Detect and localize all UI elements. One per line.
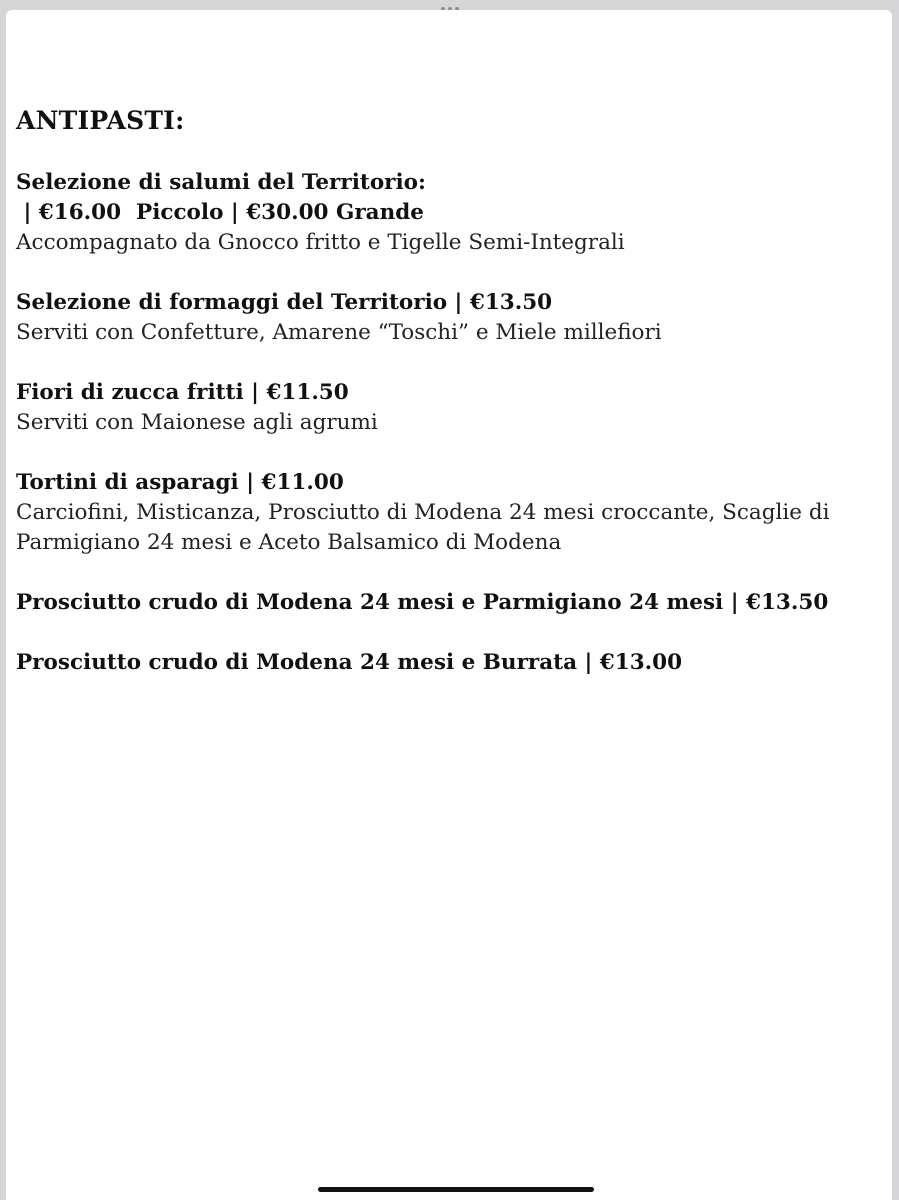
item-name: Fiori di zucca fritti | €11.50 bbox=[16, 380, 349, 405]
menu-item-fiori-di-zucca bbox=[16, 378, 888, 438]
menu-item-prosciutto-parmigiano bbox=[16, 588, 888, 618]
menu-content bbox=[16, 106, 888, 708]
item-prices: | €16.00 Piccolo | €30.00 Grande bbox=[16, 200, 424, 225]
item-name: Selezione di salumi del Territorio: bbox=[16, 170, 426, 195]
item-name: Prosciutto crudo di Modena 24 mesi e Parmigiano 24 mesi | €13.50 bbox=[16, 590, 829, 615]
item-description: Accompagnato da Gnocco fritto e Tigelle Semi-Integrali bbox=[16, 230, 625, 255]
item-name: Prosciutto crudo di Modena 24 mesi e Burrata | €13.00 bbox=[16, 650, 683, 675]
document-sheet[interactable] bbox=[6, 10, 892, 1200]
item-description: Serviti con Confetture, Amarene “Toschi” e Miele millefiori bbox=[16, 320, 662, 345]
home-indicator[interactable] bbox=[318, 1187, 594, 1192]
item-name: Selezione di formaggi del Territorio | €13.50 bbox=[16, 290, 553, 315]
menu-item-salumi bbox=[16, 168, 888, 258]
menu-item-formaggi bbox=[16, 288, 888, 348]
section-title: ANTIPASTI: bbox=[16, 106, 185, 135]
item-description: Carciofini, Misticanza, Prosciutto di Modena 24 mesi croccante, Scaglie di Parmigiano 24 mesi e Aceto Balsamico di Modena bbox=[16, 500, 830, 555]
item-name: Tortini di asparagi | €11.00 bbox=[16, 470, 344, 495]
menu-item-tortini bbox=[16, 468, 888, 558]
item-description: Serviti con Maionese agli agrumi bbox=[16, 410, 378, 435]
menu-item-prosciutto-burrata bbox=[16, 648, 888, 678]
